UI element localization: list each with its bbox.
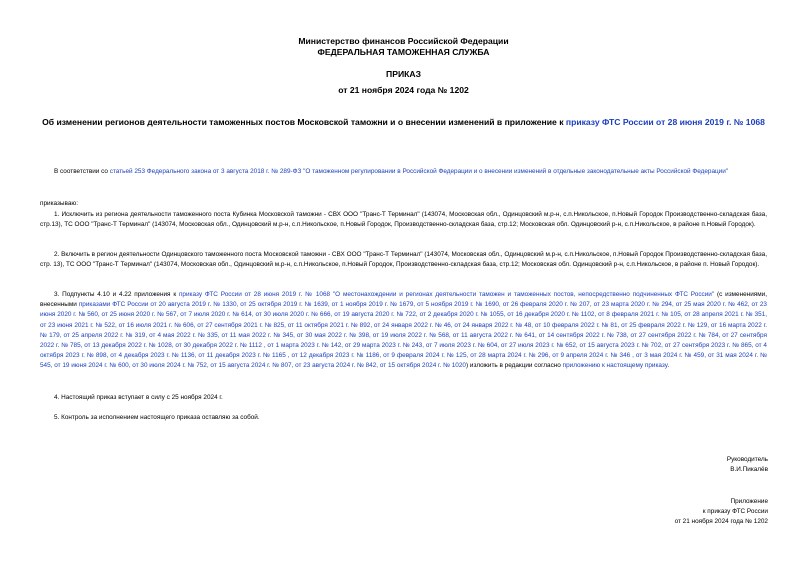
ministry-name: Министерство финансов Российской Федерации (298, 36, 509, 46)
item-3-text-2: (с изменениями, внесенными (40, 291, 767, 309)
amending-orders-link[interactable]: приказами ФТС России от 20 августа 2019 г. № 1330, от 25 октября 2019 г. № 1639, от 1 ноября 2019 г. № 1679, от 5 ноября 2019 г. № 1690, от 26 февраля 2020 г. № 207, от 23 марта 2020 г. № 294, от 25 мая 2020 г. № 462, от 23 июня 2020 г. № 560, от 25 июня 2020 г. № 567, от 7 июля 2020 г. № 614, от 30 июля 2020 г. № 666, от 19 августа 2020 г. № 722, от 2 декабря 2020 г. № 1055, от 16 декабря 2020 г. № 1102, от 8 февраля 2021 г. № 105, от 28 апреля 2021 г. № 351, от 23 июня 2021 г. № 522, от 16 июля 2021 г. № 606, от 27 сентября 2021 г. № 825, от 11 октября 2021 г. № 892, от 24 января 2022 г. № 46, от 24 января 2022 г. № 48, от 10 февраля 2022 г. № 81, от 25 февраля 2022 г. № 129, от 16 марта 2022 г. № 179, от 25 апреля 2022 г. № 319, от 4 мая 2022 г. № 335, от 11 мая 2022 г. № 345, от 30 мая 2022 г. № 398, от 19 июля 2022 г. № 568, от 11 августа 2022 г. № 641, от 14 сентября 2022 г. № 738, от 27 сентября 2022 г. № 784, от 27 сентября 2022 г. № 785, от 13 декабря 2022 г. № 1028, от 30 декабря 2022 г. № 1112 , от 1 марта 2023 г. № 142, от 29 марта 2023 г. № 243, от 7 июля 2023 г. № 604, от 27 июля 2023 г. № 652, от 15 августа 2023 г. № 702, от 27 сентября 2023 г. № 865, от 4 октября 2023 г. № 898, от 4 декабря 2023 г. № 1136, от 11 декабря 2023 г. № 1165 , от 12 декабря 2023 г. № 1186, от 9 февраля 2024 г. № 125, от 28 марта 2024 г. № 296, от 9 апреля 2024 г. № 346 , от 3 мая 2024 г. № 459, от 31 мая 2024 г. № 545, от 19 июня 2024 г. № 600, от 30 июля 2024 г. № 752, от 15 августа 2024 г. № 807, от 23 августа 2024 г. № 842, от 15 октября 2024 г. № 1020 (40, 301, 767, 370)
order-word: приказываю: (40, 200, 78, 207)
item-2: 2. Включить в регион деятельности Одинцовского таможенного поста Московской таможни - СВХ ООО "Транс-Т Терминал" (143074, Московская обл., Одинцовский м.р-н, с.п.Никольское, п.Новый Городок Производственно-складская база, стр. 13), ТС ООО "Транс-Т Терминал" (143074, Московская обл., Одинцовский м.р-н, с.п.Никольское, п.Новый Городок, Производственно-складская база, стр.12; Московская обл. Одинцовский р-н, с.п.Никольское, в районе п. Новый Городок). (40, 251, 767, 269)
title-order-link[interactable]: приказу ФТС России от 28 июня 2019 г. № 1068 (565, 117, 765, 127)
item-1: 1. Исключить из региона деятельности таможенного поста Кубинка Московской таможни - СВХ ООО "Транс-Т Терминал" (143074, Московская обл., Одинцовский м.р-н, с.п.Никольское, п.Новый Городок Производственно-складская база, стр.13), ТС ООО "Транс-Т Терминал" (143074, Московская обл., Одинцовский м.р-н, с.п.Никольское, п.Новый Городок, Производственно-складская база, стр.12; Московская обл. Одинцовский р-н, с.п.Никольское, в районе п.Новый Городок). (40, 211, 767, 229)
appendix-link[interactable]: приложению к настоящему приказу (562, 362, 668, 370)
signature-name: В.И.Пикалёв (730, 466, 768, 473)
document-type: ПРИКАЗ (386, 69, 421, 79)
title-text: Об изменении регионов деятельности таможенных постов Московской таможни и о внесении изменений в приложение к (42, 117, 566, 127)
item-3-text: 3. Подпункты 4.10 и 4.22 приложения к (54, 291, 179, 298)
order-1068-link[interactable]: приказу ФТС России от 28 июня 2019 г. № 1068 "О местонахождении и регионах деятельности таможен и таможенных постов, непосредственно подчиненных ФТС России" (178, 291, 715, 298)
item-5: 5. Контроль за исполнением настоящего приказа оставляю за собой. (54, 414, 260, 421)
appendix-order-ref: к приказу ФТС России (702, 508, 768, 515)
appendix-order-date: от 21 ноября 2024 года № 1202 (674, 518, 768, 525)
item-4: 4. Настоящий приказ вступает в силу с 25 ноября 2024 г. (54, 394, 223, 401)
item-3-text-3: ) изложить в редакции согласно (465, 362, 563, 370)
service-name: ФЕДЕРАЛЬНАЯ ТАМОЖЕННАЯ СЛУЖБА (317, 47, 490, 57)
preamble (40, 167, 767, 177)
federal-law-link[interactable]: статьей 253 Федерального закона от 3 августа 2018 г. № 289-ФЗ "О таможенном регулировании в Российской Федерации и о внесении изменений в отдельные законодательные акты Российской Федерации" (109, 168, 729, 175)
item-3-text-4: . (667, 362, 670, 370)
signature-role: Руководитель (726, 456, 768, 463)
appendix-label: Приложение (730, 498, 768, 505)
preamble-text: В соответствии со (54, 168, 110, 175)
document-date: от 21 ноября 2024 года № 1202 (338, 85, 469, 95)
document-title (40, 117, 767, 129)
item-3 (40, 290, 767, 372)
